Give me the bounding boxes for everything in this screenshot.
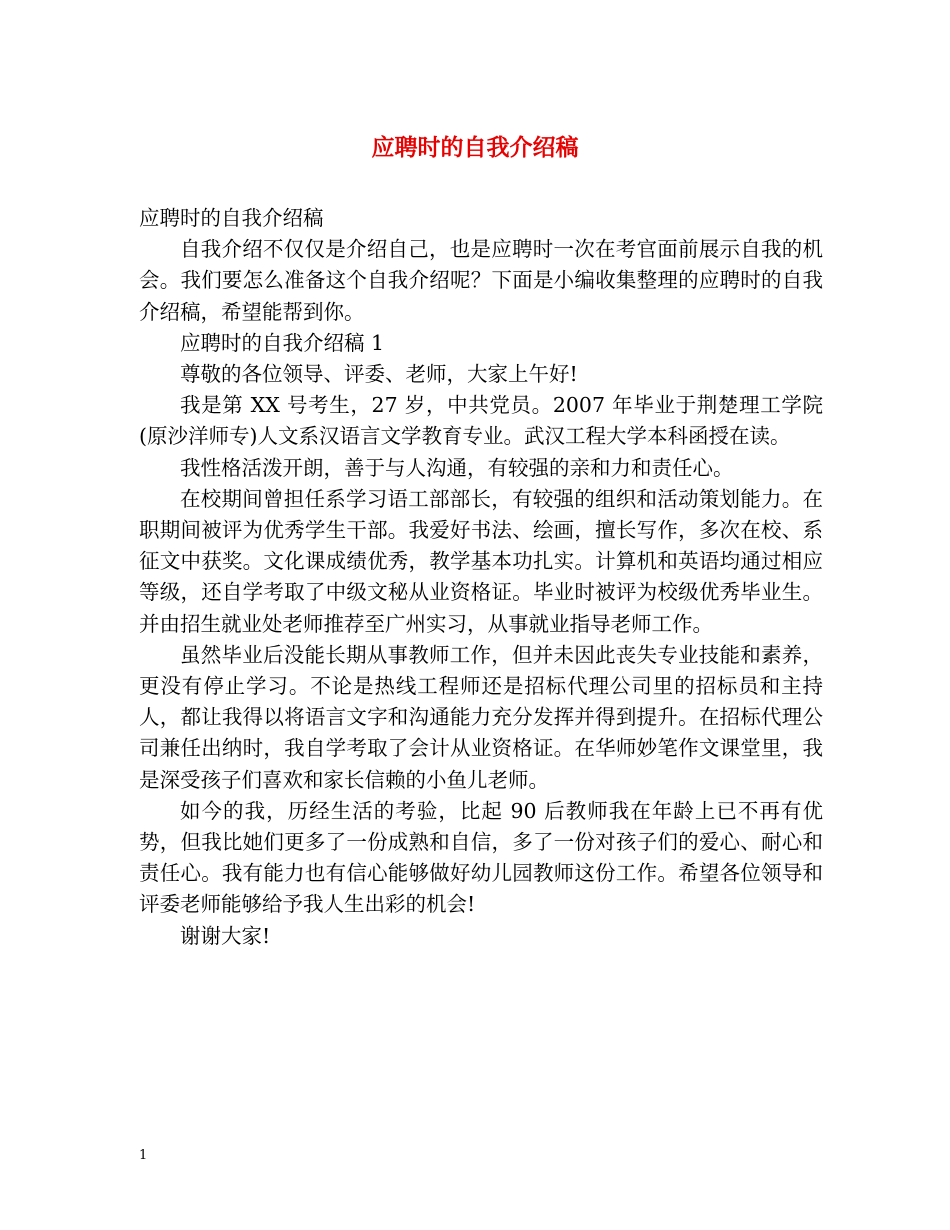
document-body (139, 203, 823, 952)
paragraph: 自我介绍不仅仅是介绍自己，也是应聘时一次在考官面前展示自我的机会。我们要怎么准备这个自我介绍呢？下面是小编收集整理的应聘时的自我介绍稿，希望能帮到你。 (139, 237, 823, 324)
paragraph: 在校期间曾担任系学习语工部部长，有较强的组织和活动策划能力。在职期间被评为优秀学生干部。我爱好书法、绘画，擅长写作，多次在校、系征文中获奖。文化课成绩优秀，教学基本功扎实。计算机和英语均通过相应等级，还自学考取了中级文秘从业资格证。毕业时被评为校级优秀毕业生。并由招生就业处老师推荐至广州实习，从事就业指导老师工作。 (139, 486, 823, 636)
paragraph: 我性格活泼开朗，善于与人沟通，有较强的亲和力和责任心。 (180, 455, 734, 480)
paragraph: 我是第 XX 号考生，27 岁，中共党员。2007 年毕业于荆楚理工学院(原沙洋师专)人文系汉语言文学教育专业。武汉工程大学本科函授在读。 (139, 393, 823, 449)
paragraph: 谢谢大家! (180, 923, 271, 948)
paragraph: 尊敬的各位领导、评委、老师，大家上午好! (180, 362, 578, 387)
page-title: 应聘时的自我介绍稿 (371, 134, 579, 161)
page-number: 1 (139, 1148, 148, 1163)
paragraph: 虽然毕业后没能长期从事教师工作，但并未因此丧失专业技能和素养，更没有停止学习。不论是热线工程师还是招标代理公司里的招标员和主持人，都让我得以将语言文字和沟通能力充分发挥并得到提升。在招标代理公司兼任出纳时，我自学考取了会计从业资格证。在华师妙笔作文课堂里，我是深受孩子们喜欢和家长信赖的小鱼儿老师。 (139, 642, 823, 792)
paragraph: 应聘时的自我介绍稿 (139, 206, 324, 230)
paragraph: 应聘时的自我介绍稿 1 (180, 330, 385, 355)
paragraph: 如今的我，历经生活的考验，比起 90 后教师我在年龄上已不再有优势，但我比她们更多了一份成熟和自信，多了一份对孩子们的爱心、耐心和责任心。我有能力也有信心能够做好幼儿园教师这份工作。希望各位领导和评委老师能够给予我人生出彩的机会! (139, 798, 823, 917)
